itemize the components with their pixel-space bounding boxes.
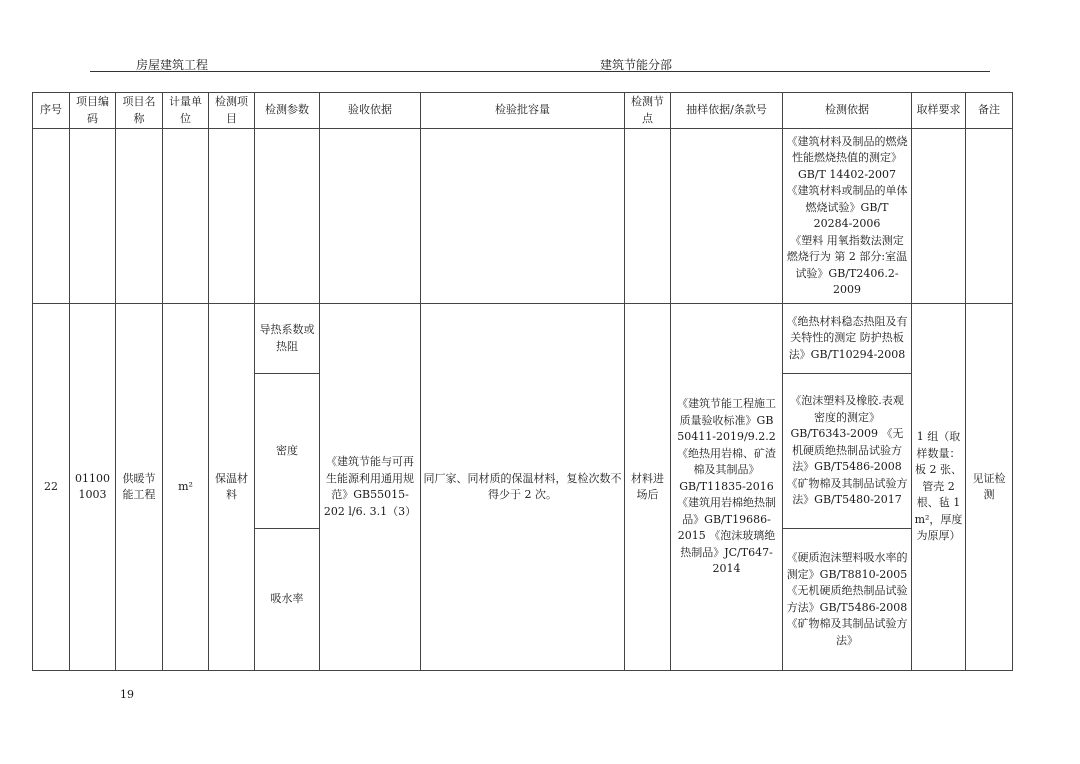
table-row-22 (33, 304, 1013, 374)
empty-cell (421, 129, 625, 304)
empty-cell (209, 129, 255, 304)
empty-cell (671, 129, 783, 304)
remark-cell: 见证检测 (966, 304, 1013, 671)
empty-cell (912, 129, 966, 304)
param-thermal: 导热系数或热阻 (255, 304, 320, 374)
batch-cell: 同厂家、同材质的保温材料，复检次数不得少于 2 次。 (421, 304, 625, 671)
empty-cell (625, 129, 671, 304)
table-header-row (33, 93, 1013, 129)
col-header-sampling-basis: 抽样依据/条款号 (671, 93, 783, 129)
col-header-unit: 计量单位 (163, 93, 209, 129)
code-cell: 01100 1003 (70, 304, 116, 671)
node-cell: 材料进场后 (625, 304, 671, 671)
col-header-name: 项目名称 (116, 93, 163, 129)
empty-cell (33, 129, 70, 304)
table-row-continued (33, 129, 1013, 304)
standard-entry: 《建筑材料或制品的单体燃烧试验》GB/T 20284-2006 (786, 184, 908, 230)
col-header-remark: 备注 (966, 93, 1013, 129)
param-density: 密度 (255, 374, 320, 529)
col-header-item: 检测项目 (209, 93, 255, 129)
empty-cell (255, 129, 320, 304)
empty-cell (70, 129, 116, 304)
standards-cell-density: 《泡沫塑料及橡胶.表观密度的测定》GB/T6343-2009 《无机硬质绝热制品试验方法》GB/T5486-2008 《矿物棉及其制品试验方法》GB/T5480-2017 (783, 374, 912, 529)
col-header-standards: 检测依据 (783, 93, 912, 129)
standards-cell-fire (783, 129, 912, 304)
empty-cell (320, 129, 421, 304)
col-header-code: 项目编码 (70, 93, 116, 129)
page-number: 19 (120, 688, 134, 701)
standards-cell-water: 《硬质泡沫塑料吸水率的测定》GB/T8810-2005 《无机硬质绝热制品试验方法》GB/T5486-2008 《矿物棉及其制品试验方法》 (783, 529, 912, 671)
inspection-table (32, 92, 1013, 671)
empty-cell (966, 129, 1013, 304)
standards-cell-thermal: 《绝热材料稳态热阻及有关特性的测定 防护热板法》GB/T10294-2008 (783, 304, 912, 374)
seq-cell: 22 (33, 304, 70, 671)
empty-cell (116, 129, 163, 304)
empty-cell (163, 129, 209, 304)
standard-entry: 《塑料 用氧指数法测定燃烧行为 第 2 部分:室温试验》GB/T2406.2-2009 (786, 233, 908, 296)
col-header-param: 检测参数 (255, 93, 320, 129)
sample-req-cell: 1 组（取样数量：板 2 张、管壳 2 根、毡 1 m²，厚度为原厚） (912, 304, 966, 671)
col-header-sample-req: 取样要求 (912, 93, 966, 129)
name-cell: 供暖节能工程 (116, 304, 163, 671)
header-project-type: 房屋建筑工程 (136, 58, 209, 72)
acceptance-cell: 《建筑节能与可再生能源利用通用规范》GB55015-202 l/6. 3.1（3） (320, 304, 421, 671)
unit-cell: m² (163, 304, 209, 671)
param-water: 吸水率 (255, 529, 320, 671)
sampling-basis-cell: 《建筑节能工程施工质量验收标准》GB 50411-2019/9.2.2 《绝热用岩棉、矿渣棉及其制品》GB/T11835-2016 《建筑用岩棉绝热制品》GB/T19686-2015 《泡沫玻璃绝热制品》JC/T647-2014 (671, 304, 783, 671)
col-header-acceptance: 验收依据 (320, 93, 421, 129)
col-header-seq: 序号 (33, 93, 70, 129)
item-cell: 保温材料 (209, 304, 255, 671)
col-header-batch: 检验批容量 (421, 93, 625, 129)
header-section-name: 建筑节能分部 (600, 58, 673, 72)
col-header-node: 检测节点 (625, 93, 671, 129)
header-rule (90, 71, 990, 72)
standard-entry: 《建筑材料及制品的燃烧性能燃烧热值的测定》GB/T 14402-2007 (786, 134, 908, 181)
